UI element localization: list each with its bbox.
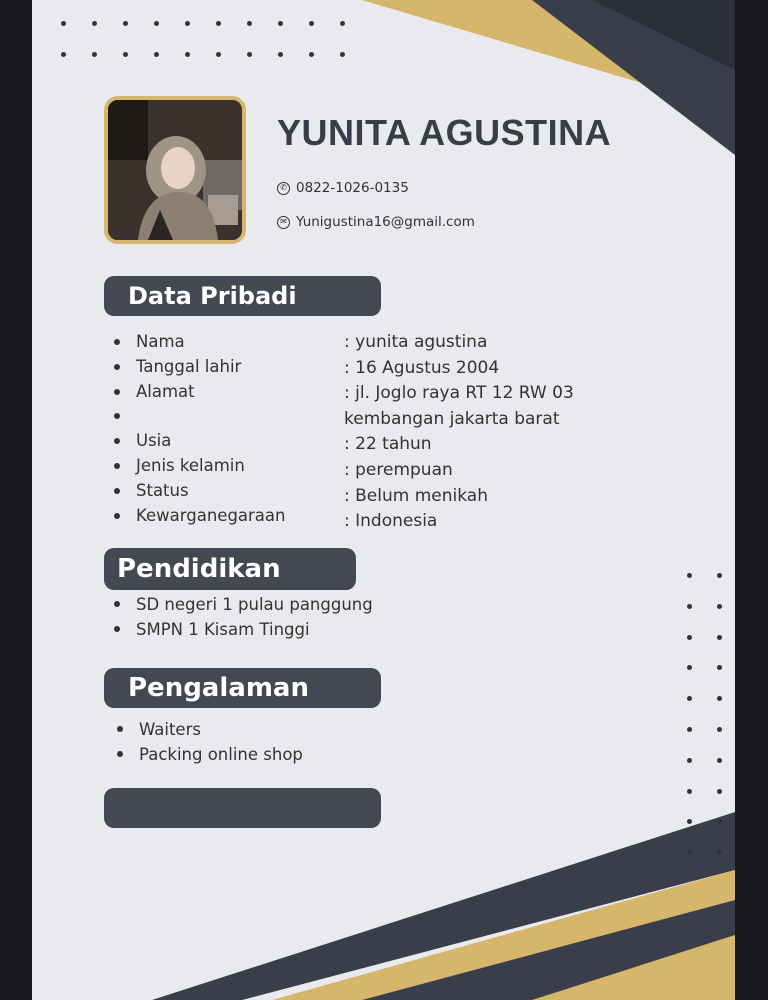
- email-icon: ✉: [277, 216, 290, 229]
- decor-dot: [340, 52, 345, 57]
- phone-number: 0822-1026-0135: [296, 180, 409, 196]
- phone-contact: [277, 180, 409, 196]
- list-item: Nama: [114, 330, 286, 355]
- decor-dot: [247, 21, 252, 26]
- empty-section-bar: [104, 788, 381, 828]
- decor-dot: [717, 789, 722, 794]
- value-line: kembangan jakarta barat: [344, 408, 560, 429]
- decor-dot: [687, 635, 692, 640]
- section-title: Data Pribadi: [128, 282, 297, 310]
- value-line: : Indonesia: [344, 511, 438, 532]
- full-name: YUNITA AGUSTINA: [277, 112, 612, 153]
- cv-page: [32, 0, 735, 1000]
- section-header-pendidikan: [104, 548, 356, 590]
- value-line: : 22 tahun: [344, 434, 432, 455]
- list-item: Waiters: [117, 717, 303, 742]
- decor-dot: [61, 52, 66, 57]
- list-item: Alamat: [114, 380, 286, 405]
- value-line: : jl. Joglo raya RT 12 RW 03: [344, 383, 574, 404]
- section-title: Pengalaman: [128, 673, 309, 703]
- decor-dot: [216, 52, 221, 57]
- list-item: Kewarganegaraan: [114, 504, 286, 529]
- decor-dot: [92, 52, 97, 57]
- list-item: SD negeri 1 pulau panggung: [114, 592, 373, 617]
- decor-dot: [92, 21, 97, 26]
- decor-dot: [309, 21, 314, 26]
- decor-dot: [687, 789, 692, 794]
- decor-dot: [687, 604, 692, 609]
- section-header-data-pribadi: [104, 276, 381, 316]
- decor-dot: [687, 573, 692, 578]
- decor-dot: [247, 52, 252, 57]
- decor-dot: [61, 21, 66, 26]
- phone-icon: ✆: [277, 182, 290, 195]
- decor-dot: [717, 727, 722, 732]
- decor-dot: [185, 52, 190, 57]
- decor-dot: [687, 758, 692, 763]
- value-line: : perempuan: [344, 459, 453, 480]
- section-title: Pendidikan: [117, 554, 281, 584]
- decor-dot: [278, 21, 283, 26]
- decor-dot: [154, 52, 159, 57]
- list-item: Packing online shop: [117, 742, 303, 767]
- value-line: : 16 Agustus 2004: [344, 357, 500, 378]
- list-item: SMPN 1 Kisam Tinggi: [114, 617, 373, 642]
- decor-dot: [185, 21, 190, 26]
- value-line: : Belum menikah: [344, 485, 488, 506]
- decor-dot: [309, 52, 314, 57]
- email-contact: [277, 214, 475, 230]
- value-line: : yunita agustina: [344, 332, 488, 352]
- decor-dot: [123, 52, 128, 57]
- personal-values-list: [344, 330, 574, 535]
- decor-dot: [216, 21, 221, 26]
- experience-list: [117, 717, 303, 767]
- list-item: Jenis kelamin: [114, 454, 286, 479]
- education-list: [114, 592, 373, 642]
- list-item: [114, 404, 286, 429]
- decor-dot: [717, 573, 722, 578]
- section-header-pengalaman: [104, 668, 381, 708]
- decor-dot: [717, 758, 722, 763]
- list-item: Status: [114, 479, 286, 504]
- personal-labels-list: [114, 330, 286, 528]
- decor-dot: [340, 21, 345, 26]
- list-item: Tanggal lahir: [114, 355, 286, 380]
- decor-dot: [687, 727, 692, 732]
- decor-dot: [278, 52, 283, 57]
- email-address: Yunigustina16@gmail.com: [296, 214, 475, 230]
- decor-dot: [154, 21, 159, 26]
- list-item: Usia: [114, 429, 286, 454]
- decor-dot: [123, 21, 128, 26]
- decor-dot: [717, 635, 722, 640]
- profile-photo: [104, 96, 246, 244]
- decor-dot: [717, 604, 722, 609]
